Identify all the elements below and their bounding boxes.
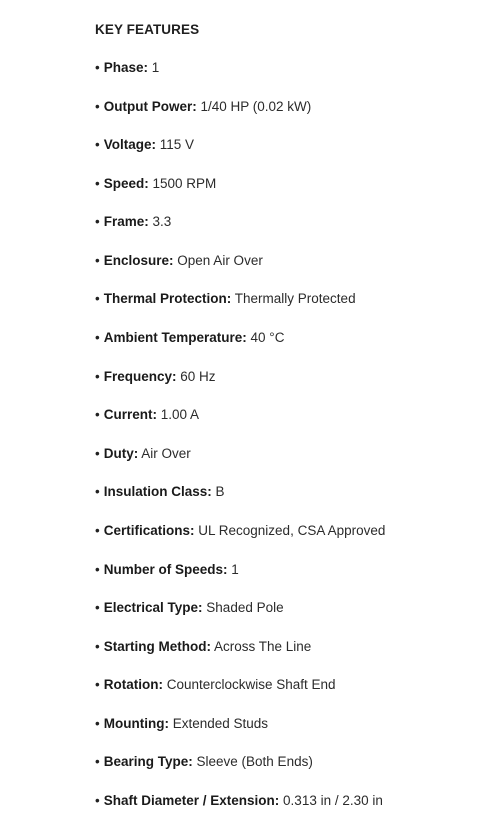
feature-value: 1500 RPM	[152, 176, 217, 191]
feature-value: Open Air Over	[177, 253, 263, 268]
bullet: •	[95, 330, 100, 345]
feature-item-certifications	[95, 521, 385, 541]
feature-value: Sleeve (Both Ends)	[196, 754, 313, 769]
feature-key: Phase:	[103, 60, 149, 75]
feature-value: 40 °C	[250, 330, 285, 345]
feature-value: 1	[151, 60, 160, 75]
feature-key: Certifications:	[103, 523, 195, 538]
feature-item-mounting	[95, 714, 268, 734]
feature-value: 0.313 in / 2.30 in	[283, 793, 383, 808]
feature-key: Ambient Temperature:	[103, 330, 247, 345]
feature-item-voltage	[95, 135, 194, 155]
bullet: •	[95, 214, 100, 229]
feature-key: Shaft Diameter / Extension:	[103, 793, 280, 808]
feature-key: Enclosure:	[103, 253, 174, 268]
feature-key: Electrical Type:	[103, 600, 203, 615]
bullet: •	[95, 60, 100, 75]
bullet: •	[95, 793, 100, 808]
feature-value: Air Over	[141, 446, 191, 461]
feature-item-electrical-type	[95, 598, 284, 618]
feature-item-rotation	[95, 675, 336, 695]
feature-key: Speed:	[103, 176, 149, 191]
feature-value: Thermally Protected	[234, 291, 356, 306]
bullet: •	[95, 369, 100, 384]
bullet: •	[95, 99, 100, 114]
feature-value: 1/40 HP (0.02 kW)	[200, 99, 312, 114]
bullet: •	[95, 253, 100, 268]
feature-value: Extended Studs	[172, 716, 269, 731]
feature-value: 1	[231, 562, 239, 577]
feature-value: 60 Hz	[180, 369, 216, 384]
feature-item-enclosure	[95, 251, 263, 271]
feature-item-duty	[95, 444, 191, 464]
feature-value: Shaded Pole	[206, 600, 284, 615]
section-heading: KEY FEATURES	[95, 22, 200, 37]
feature-item-frequency	[95, 367, 216, 387]
feature-item-phase	[95, 58, 159, 78]
bullet: •	[95, 600, 100, 615]
feature-value: 1.00 A	[160, 407, 200, 422]
feature-key: Bearing Type:	[103, 754, 193, 769]
bullet: •	[95, 677, 100, 692]
feature-key: Current:	[103, 407, 157, 422]
bullet: •	[95, 716, 100, 731]
feature-item-bearing-type	[95, 752, 313, 772]
feature-key: Frequency:	[103, 369, 177, 384]
feature-item-insulation-class	[95, 482, 225, 502]
feature-item-shaft-diameter-extension	[95, 791, 383, 811]
feature-key: Duty:	[103, 446, 139, 461]
feature-value: 115 V	[159, 137, 195, 152]
bullet: •	[95, 176, 100, 191]
feature-item-output-power	[95, 97, 311, 117]
feature-key: Rotation:	[103, 677, 163, 692]
feature-item-number-of-speeds	[95, 560, 239, 580]
feature-value: UL Recognized, CSA Approved	[198, 523, 386, 538]
feature-item-ambient-temperature	[95, 328, 284, 348]
bullet: •	[95, 523, 100, 538]
feature-key: Starting Method:	[103, 639, 211, 654]
feature-value: Counterclockwise Shaft End	[166, 677, 336, 692]
feature-key: Output Power:	[103, 99, 197, 114]
bullet: •	[95, 137, 100, 152]
bullet: •	[95, 446, 100, 461]
feature-item-speed	[95, 174, 216, 194]
feature-item-frame	[95, 212, 171, 232]
bullet: •	[95, 562, 100, 577]
bullet: •	[95, 639, 100, 654]
feature-value: Across The Line	[214, 639, 312, 654]
feature-item-thermal-protection	[95, 289, 356, 309]
bullet: •	[95, 291, 100, 306]
feature-key: Number of Speeds:	[103, 562, 228, 577]
bullet: •	[95, 484, 100, 499]
feature-value: B	[215, 484, 225, 499]
feature-key: Mounting:	[103, 716, 169, 731]
feature-key: Voltage:	[103, 137, 156, 152]
feature-value: 3.3	[152, 214, 172, 229]
bullet: •	[95, 754, 100, 769]
feature-key: Insulation Class:	[103, 484, 212, 499]
bullet: •	[95, 407, 100, 422]
feature-key: Thermal Protection:	[103, 291, 232, 306]
feature-item-current	[95, 405, 199, 425]
feature-item-starting-method	[95, 637, 311, 657]
feature-key: Frame:	[103, 214, 149, 229]
